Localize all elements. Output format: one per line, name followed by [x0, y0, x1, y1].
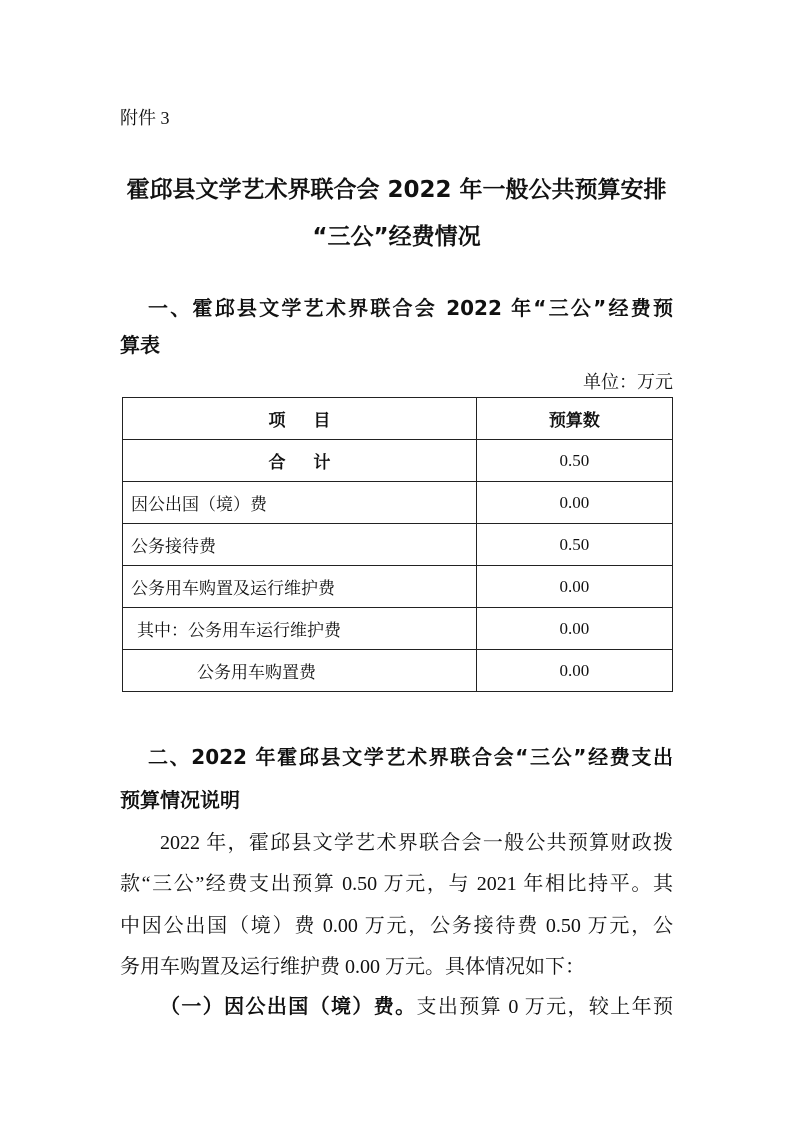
table-header-row — [123, 398, 673, 440]
table-row — [123, 608, 673, 650]
paragraph-line: 中因公出国（境）费 0.00 万元，公务接待费 0.50 万元，公 — [120, 915, 673, 937]
attachment-label: 附件 3 — [120, 108, 170, 128]
row-value: 0.50 — [476, 524, 672, 566]
unit-label: 单位：万元 — [583, 372, 673, 392]
paragraph-line: 务用车购置及运行维护费 0.00 万元。具体情况如下： — [120, 956, 585, 978]
document-title-line2: “三公”经费情况 — [312, 224, 481, 250]
subsection1-text: 支出预算 0 万元，较上年预 — [416, 996, 673, 1018]
section1-heading-line2: 算表 — [120, 333, 160, 357]
document-title-line1: 霍邱县文学艺术界联合会 2022 年一般公共预算安排 — [126, 177, 667, 203]
row-value: 0.00 — [476, 650, 672, 692]
section2-heading-line1: 二、2022 年霍邱县文学艺术界联合会“三公”经费支出 — [148, 745, 673, 769]
row-value: 0.50 — [476, 440, 672, 482]
table-row-total — [123, 440, 673, 482]
section2-heading-line2: 预算情况说明 — [120, 788, 240, 812]
row-value: 0.00 — [476, 482, 672, 524]
paragraph-line: 2022 年，霍邱县文学艺术界联合会一般公共预算财政拨 — [160, 832, 673, 854]
row-label: 因公出国（境）费 — [123, 482, 477, 524]
table-row — [123, 524, 673, 566]
header-budget: 预算数 — [476, 398, 672, 440]
row-value: 0.00 — [476, 566, 672, 608]
row-label: 其中：公务用车运行维护费 — [123, 608, 477, 650]
table-row — [123, 650, 673, 692]
budget-table — [122, 397, 673, 692]
paragraph-line: 款“三公”经费支出预算 0.50 万元，与 2021 年相比持平。其 — [120, 873, 673, 895]
table-row — [123, 482, 673, 524]
row-label: 公务接待费 — [123, 524, 477, 566]
row-value: 0.00 — [476, 608, 672, 650]
section1-heading-line1: 一、霍邱县文学艺术界联合会 2022 年“三公”经费预 — [148, 296, 673, 320]
subsection1-line — [160, 992, 673, 1021]
row-label: 公务用车购置费 — [123, 650, 477, 692]
header-item: 项 目 — [123, 398, 477, 440]
subsection1-lead: （一）因公出国（境）费。 — [160, 994, 417, 1018]
row-label: 公务用车购置及运行维护费 — [123, 566, 477, 608]
table-row — [123, 566, 673, 608]
row-label: 合 计 — [123, 440, 477, 482]
